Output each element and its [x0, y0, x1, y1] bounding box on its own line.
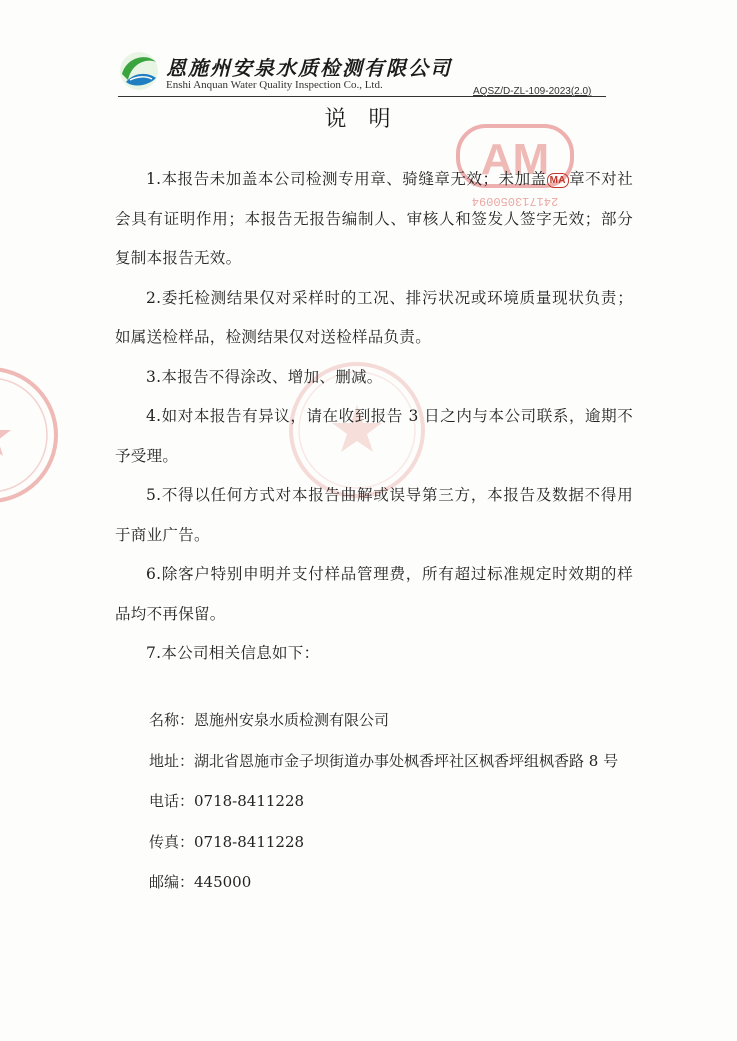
company-logo-icon [118, 50, 160, 92]
note-paragraph-1 [115, 160, 633, 279]
info-phone: 电话：0718-8411228 [149, 792, 305, 810]
company-name-cn: 恩施州安泉水质检测有限公司 [166, 56, 452, 80]
seam-seal-stamp [0, 360, 65, 510]
info-postcode: 邮编：445000 [149, 873, 252, 891]
am-stamp-text: AM [480, 135, 550, 184]
note-paragraph-2: 2.委托检测结果仅对采样时的工况、排污状况或环境质量现状负责；如属送检样品，检测结果仅对送检样品负责。 [115, 288, 633, 346]
note-paragraph-7: 7.本公司相关信息如下： [146, 644, 320, 662]
company-name-en: Enshi Anquan Water Quality Inspection Co., Ltd. [166, 79, 383, 91]
ma-certification-mark: MA [547, 173, 569, 188]
note-paragraph-3: 3.本报告不得涂改、增加、删减。 [146, 367, 383, 386]
info-fax: 传真：0718-8411228 [149, 832, 305, 851]
info-address: 地址：湖北省恩施市金子坝街道办事处枫香坪社区枫香坪组枫香路 8 号 [149, 751, 619, 770]
note-1-part-a: 1.本报告未加盖本公司检测专用章、骑缝章无效；未加盖 [146, 170, 547, 188]
info-name: 名称：恩施州安泉水质检测有限公司 [149, 711, 390, 729]
note-paragraph-5: 5.不得以任何方式对本报告曲解或误导第三方，本报告及数据不得用于商业广告。 [115, 486, 633, 544]
document-code: AQSZ/D-ZL-109-2023(2.0) [473, 86, 592, 97]
report-header [118, 44, 618, 104]
note-1-part-b: 章不对社会具有证明作用；本报告无报告编制人、审核人和签发人签字无效；部分复制本报告无效。 [115, 170, 634, 267]
notes-body [115, 160, 633, 674]
company-info [149, 700, 629, 903]
page-title: 说明 [324, 107, 413, 132]
am-stamp-number: 241713050094 [471, 194, 559, 208]
note-paragraph-4: 4.如对本报告有异议，请在收到报告 3 日之内与本公司联系，逾期不予受理。 [115, 407, 633, 465]
note-paragraph-6: 6.除客户特别申明并支付样品管理费，所有超过标准规定时效期的样品均不再保留。 [115, 565, 633, 623]
